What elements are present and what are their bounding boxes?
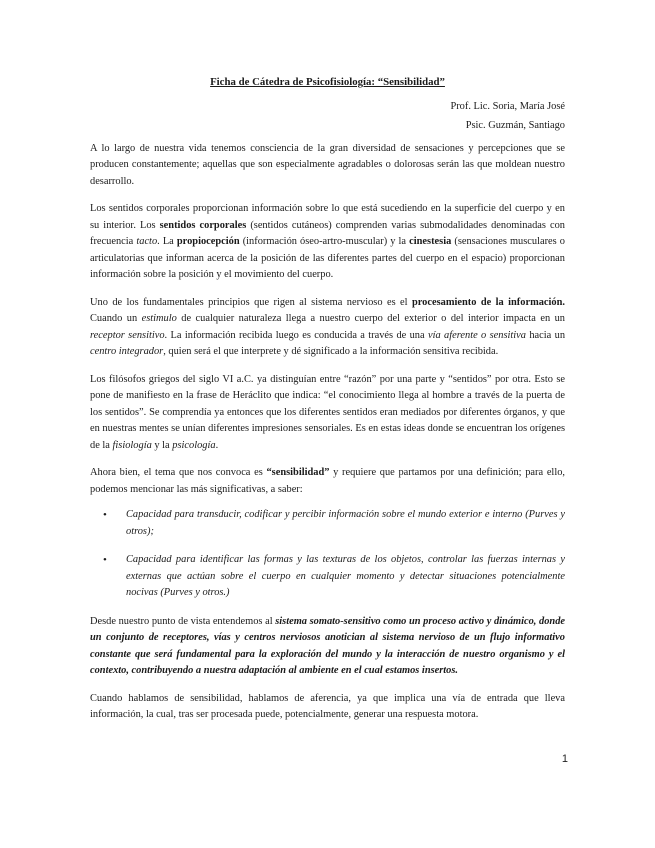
definition-text: Capacidad para transducir, codificar y percibir información sobre el mundo exterior e interno (Purves y otros);: [126, 509, 565, 537]
bullet-icon: •: [103, 554, 107, 566]
paragraph-text: Los sentidos corporales proporcionan información sobre lo que está sucediendo en la superficie del cuerpo y en su interior. Los: [90, 203, 565, 231]
italic-text: psicología: [172, 439, 216, 451]
paragraph: [90, 614, 565, 680]
emphasized-text: propiocepción: [176, 236, 240, 247]
document-page: [90, 74, 565, 735]
paragraph-text: Ahora bien, el tema que nos convoca es: [90, 467, 267, 478]
paragraph-text: Cuando hablamos de sensibilidad, hablamos de aferencia, ya que implica una vía de entrada que lleva información, la cual, tras ser procesada puede, potencialmente, generar una respuesta motora.: [90, 692, 565, 720]
paragraph-text: Los filósofos griegos del siglo VI a.C. ya distinguían entre “razón” por una parte y “sentidos” por otra. Esto se pone de manifiesto en la frase de Heráclito que indica: “el conocimiento llega al hombre a través de la puerta de los sentidos”. Se comprendía ya entonces que los diferentes sentidos eran mediados por diferentes órganos, y que en nuestras mentes se unían diferentes impresiones sensoriales. Es en estas ideas donde se encuentran los orígenes de la: [90, 373, 565, 451]
paragraph-text: de cualquier naturaleza llega a nuestro cuerpo del exterior o del interior impacta en un: [176, 313, 565, 324]
definition-item: [90, 552, 565, 602]
emphasized-text: “sensibilidad”: [266, 467, 330, 478]
author-2: Psic. Guzmán, Santiago: [465, 120, 565, 131]
emphasized-text: sistema somato-sensitivo como un proceso activo y dinámico, donde un conjunto de receptores, vías y centros nerviosos anotician al sistema nervioso de un flujo informativo constante que será fundamental para la exploración del mundo y la interacción de nuestro organismo y el contexto, contribuyendo a nuestra adaptación al ambiente en el cual estamos insertos.: [90, 615, 566, 676]
definition-list: [90, 507, 565, 602]
paragraph: [90, 141, 565, 191]
paragraph-text: Cuando un: [90, 313, 142, 324]
paragraph-text: y requiere que partamos por una definición; para ello, podemos mencionar las más significativas, a saber:: [90, 467, 566, 495]
paragraph: [90, 201, 565, 284]
paragraph-text: Uno de los fundamentales principios que rigen al sistema nervioso es el: [90, 296, 412, 308]
italic-text: vía aferente o sensitiva: [427, 329, 526, 341]
italic-text: fisiología: [112, 439, 152, 451]
definition-text: Capacidad para identificar las formas y las texturas de los objetos, controlar las fuerzas internas y externas que actúan sobre el cuerpo en cualquier momento y detectar situaciones potencialmente nocivas (Purves y otros.): [126, 554, 565, 598]
emphasized-text: sentidos corporales: [159, 219, 247, 231]
italic-text: tacto: [136, 236, 158, 247]
paragraph-text: Desde nuestro punto de vista entendemos al: [90, 615, 276, 627]
paragraph-text: . La información recibida luego es conducida a través de una: [164, 329, 428, 341]
paragraph-text: y la: [151, 439, 173, 451]
paragraph-text: (sensaciones musculares o articulatorias que informan acerca de la posición de las diferentes partes del cuerpo en el espacio) proporcionan información sobre la posición y el movimiento del cuerpo.: [90, 236, 565, 280]
paragraph-text: .: [215, 439, 219, 451]
paragraph-text: hacia un: [525, 329, 566, 341]
page-number: 1: [561, 753, 568, 765]
paragraph: [90, 465, 565, 498]
paragraph: [90, 295, 565, 361]
author-1: Prof. Lic. Soria, María José: [450, 100, 565, 112]
paragraph: [90, 372, 565, 455]
paragraph-text: A lo largo de nuestra vida tenemos consciencia de la gran diversidad de sensaciones y percepciones que se producen constantemente; aquellas que son especialmente agradables o dolorosas serán las que moldean nuestro desarrollo.: [90, 142, 565, 187]
body-paragraphs-continued: [90, 614, 565, 724]
paragraph-text: (información óseo-artro-muscular) y la: [239, 236, 410, 247]
bullet-icon: •: [103, 509, 107, 521]
paragraph: [90, 691, 565, 724]
paragraph-text: . La: [157, 236, 177, 247]
italic-text: estimulo: [141, 313, 177, 324]
paragraph-text: (sentidos cutáneos) comprenden varias submodalidades denominadas con frecuencia: [90, 219, 565, 247]
body-paragraphs: [90, 141, 565, 499]
italic-text: centro integrador: [90, 346, 164, 357]
paragraph-text: , quien será el que interprete y dé significado a la información sensitiva recibida.: [163, 346, 499, 357]
definition-item: [90, 507, 565, 540]
emphasized-text: cinestesia: [409, 236, 452, 247]
emphasized-text: procesamiento de la información.: [411, 296, 565, 308]
document-title: Ficha de Cátedra de Psicofisiología: “Sensibilidad”: [210, 76, 445, 88]
italic-text: receptor sensitivo: [90, 329, 165, 341]
